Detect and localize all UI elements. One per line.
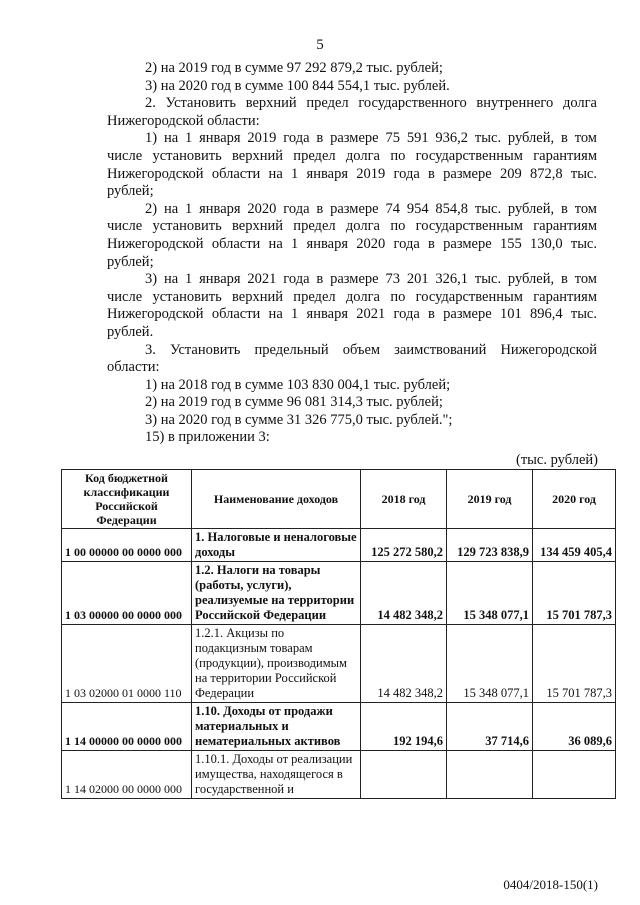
- table-row: [62, 625, 616, 703]
- table-row: [62, 562, 616, 625]
- cell-name: 1.2. Налоги на товары (работы, услуги), реализуемые на территории Российской Федерации: [192, 562, 361, 625]
- paragraph-line: рублей;: [107, 183, 154, 200]
- cell-2019: 37 714,6: [447, 703, 533, 751]
- paragraph-line: числе установить верхний предел долга по государственным гарантиям: [107, 288, 597, 305]
- cell-2019: [447, 751, 533, 799]
- cell-2020: 134 459 405,4: [533, 529, 616, 562]
- paragraph-line: 1) на 2018 год в сумме 103 830 004,1 тыс. рублей;: [145, 376, 451, 393]
- page-number: 5: [316, 37, 324, 53]
- paragraph-line: Нижегородской области:: [107, 112, 260, 129]
- cell-2019: 129 723 838,9: [447, 529, 533, 562]
- cell-2018: 14 482 348,2: [361, 562, 447, 625]
- cell-code: 1 03 00000 00 0000 000: [62, 562, 192, 625]
- paragraph-line: 2) на 1 января 2020 года в размере 74 954 854,8 тыс. рублей, в том: [145, 200, 597, 217]
- header-2018: 2018 год: [361, 470, 447, 529]
- paragraph-line: 2) на 2019 год в сумме 96 081 314,3 тыс. рублей;: [145, 394, 443, 411]
- cell-name: 1.10. Доходы от продажи материальных и нематериальных активов: [192, 703, 361, 751]
- document-code: 0404/2018-150(1): [503, 877, 598, 892]
- cell-2019: 15 348 077,1: [447, 625, 533, 703]
- paragraph-line: числе установить верхний предел долга по государственным гарантиям: [107, 218, 597, 235]
- paragraph-line: числе установить верхний предел долга по государственным гарантиям: [107, 147, 597, 164]
- paragraph-line: рублей;: [107, 253, 154, 270]
- paragraph-line: 3) на 1 января 2021 года в размере 73 201 326,1 тыс. рублей, в том: [145, 271, 597, 288]
- cell-2019: 15 348 077,1: [447, 562, 533, 625]
- cell-2020: 36 089,6: [533, 703, 616, 751]
- cell-code: 1 14 00000 00 0000 000: [62, 703, 192, 751]
- revenue-table: [61, 469, 616, 799]
- cell-name: 1.10.1. Доходы от реализации имущества, находящегося в государственной и: [192, 751, 361, 799]
- paragraph-line: 3. Установить предельный объем заимствований Нижегородской: [145, 341, 597, 358]
- paragraph-line: 2) на 2019 год в сумме 97 292 879,2 тыс. рублей;: [145, 60, 443, 76]
- table-row: [62, 703, 616, 751]
- paragraph-line: области:: [107, 359, 160, 376]
- cell-2018: [361, 751, 447, 799]
- cell-2020: 15 701 787,3: [533, 625, 616, 703]
- header-2019: 2019 год: [447, 470, 533, 529]
- cell-2018: 125 272 580,2: [361, 529, 447, 562]
- cell-2018: 14 482 348,2: [361, 625, 447, 703]
- header-name: Наименование доходов: [192, 470, 361, 529]
- cell-name: 1.2.1. Акцизы по подакцизным товарам (продукции), производимым на территории Российской Федерации: [192, 625, 361, 703]
- paragraph-line: Нижегородской области на 1 января 2020 года в размере 155 130,0 тыс.: [107, 235, 597, 252]
- cell-2020: 15 701 787,3: [533, 562, 616, 625]
- units-label: (тыс. рублей): [516, 452, 598, 468]
- paragraph-line: рублей.: [107, 323, 154, 340]
- paragraph-line: Нижегородской области на 1 января 2021 года в размере 101 896,4 тыс.: [107, 306, 597, 323]
- cell-2018: 192 194,6: [361, 703, 447, 751]
- header-2020: 2020 год: [533, 470, 616, 529]
- header-code: Код бюджетной классификации Российской Федерации: [62, 470, 192, 529]
- table-row: [62, 529, 616, 562]
- paragraph-line: 3) на 2020 год в сумме 100 844 554,1 тыс. рублей.: [145, 77, 450, 94]
- cell-2020: [533, 751, 616, 799]
- paragraph-line: 1) на 1 января 2019 года в размере 75 591 936,2 тыс. рублей, в том: [145, 130, 597, 147]
- table-header-row: [62, 470, 616, 529]
- table-row: [62, 751, 616, 799]
- cell-name: 1. Налоговые и неналоговые доходы: [192, 529, 361, 562]
- cell-code: 1 03 02000 01 0000 110: [62, 625, 192, 703]
- paragraph-line: 15) в приложении 3:: [145, 429, 270, 446]
- paragraph-line: Нижегородской области на 1 января 2019 года в размере 209 872,8 тыс.: [107, 165, 597, 182]
- paragraph-line: 3) на 2020 год в сумме 31 326 775,0 тыс. рублей.";: [145, 411, 453, 428]
- cell-code: 1 14 02000 00 0000 000: [62, 751, 192, 799]
- cell-code: 1 00 00000 00 0000 000: [62, 529, 192, 562]
- body-text: [107, 60, 597, 447]
- paragraph-line: 2. Установить верхний предел государственного внутреннего долга: [145, 95, 597, 112]
